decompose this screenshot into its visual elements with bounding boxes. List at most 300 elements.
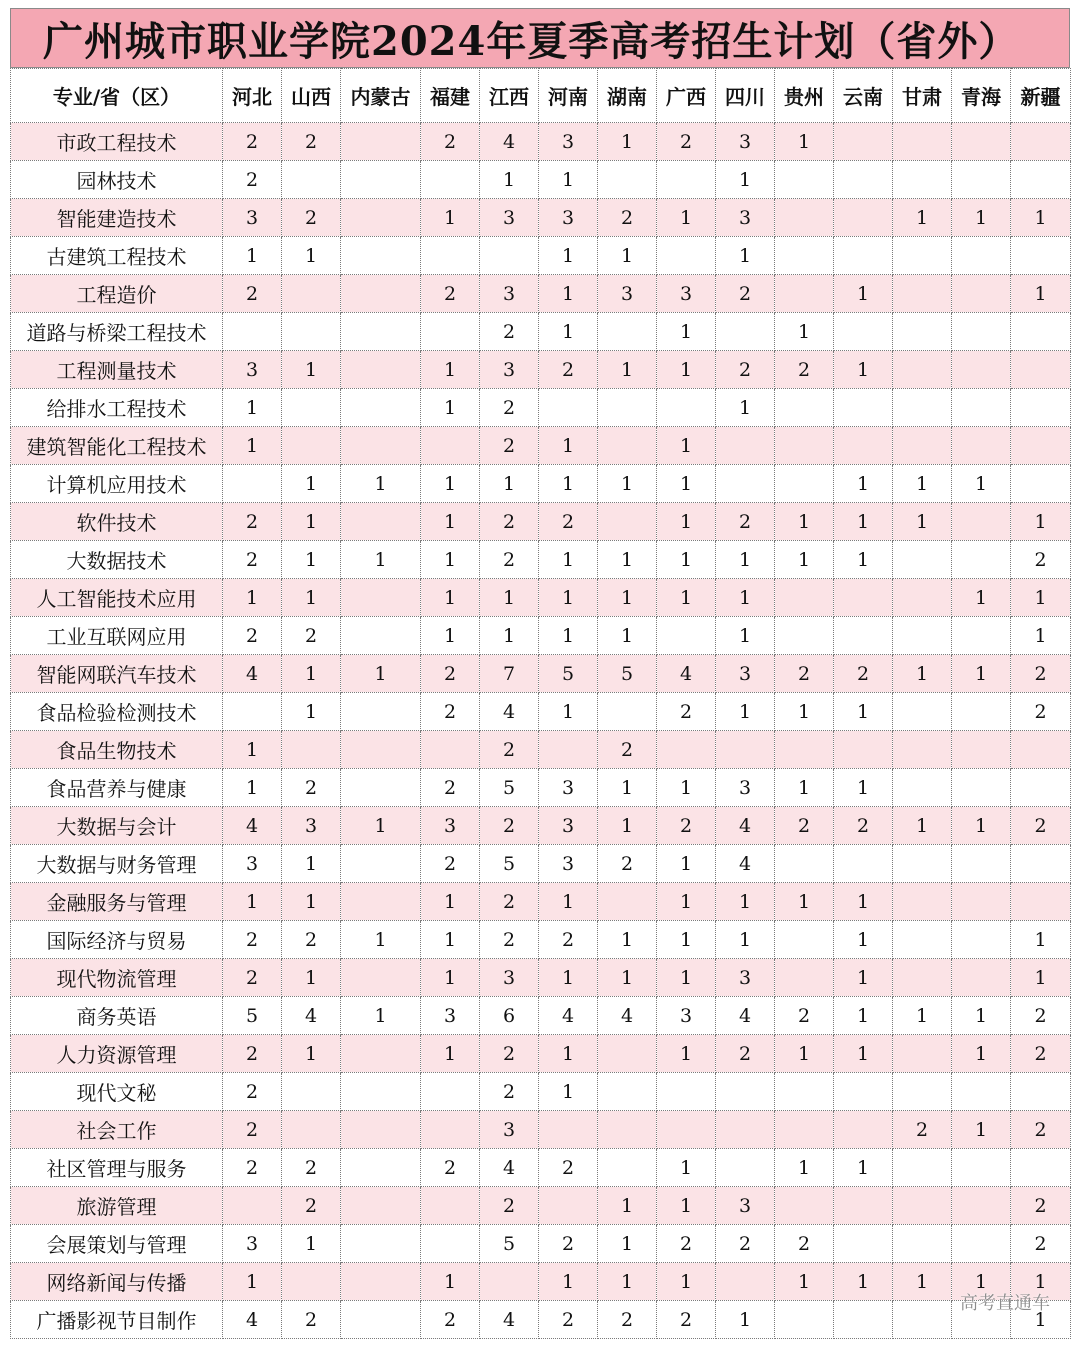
quota-cell — [952, 237, 1011, 275]
quota-cell: 1 — [282, 693, 341, 731]
quota-cell: 2 — [421, 845, 480, 883]
quota-cell: 2 — [282, 1187, 341, 1225]
quota-cell — [598, 503, 657, 541]
quota-cell: 2 — [480, 313, 539, 351]
quota-cell: 1 — [834, 275, 893, 313]
quota-cell — [1011, 427, 1071, 465]
quota-cell — [341, 123, 421, 161]
quota-cell: 1 — [223, 1263, 282, 1301]
quota-cell: 1 — [341, 465, 421, 503]
quota-cell — [1011, 465, 1071, 503]
quota-cell — [834, 1225, 893, 1263]
quota-cell: 2 — [480, 389, 539, 427]
quota-cell: 2 — [775, 997, 834, 1035]
quota-cell — [775, 389, 834, 427]
header-province: 河北 — [223, 69, 282, 123]
quota-cell: 2 — [223, 541, 282, 579]
quota-cell: 4 — [716, 807, 775, 845]
quota-cell: 1 — [952, 1035, 1011, 1073]
quota-cell: 1 — [834, 1035, 893, 1073]
quota-cell: 1 — [421, 579, 480, 617]
quota-cell — [893, 275, 952, 313]
quota-cell: 2 — [223, 275, 282, 313]
quota-cell — [282, 1111, 341, 1149]
header-province: 新疆 — [1011, 69, 1071, 123]
quota-cell — [341, 313, 421, 351]
major-name-cell: 人力资源管理 — [11, 1035, 223, 1073]
quota-cell — [341, 427, 421, 465]
quota-cell: 2 — [223, 1035, 282, 1073]
header-province: 江西 — [480, 69, 539, 123]
quota-cell — [1011, 769, 1071, 807]
major-name-cell: 现代文秘 — [11, 1073, 223, 1111]
quota-cell — [952, 883, 1011, 921]
quota-cell: 5 — [480, 1225, 539, 1263]
quota-cell — [1011, 731, 1071, 769]
quota-cell: 2 — [480, 731, 539, 769]
quota-cell: 1 — [539, 1073, 598, 1111]
quota-cell: 1 — [657, 541, 716, 579]
quota-cell: 1 — [282, 959, 341, 997]
quota-cell — [952, 617, 1011, 655]
quota-cell: 2 — [421, 769, 480, 807]
quota-cell — [341, 389, 421, 427]
header-province: 山西 — [282, 69, 341, 123]
quota-cell: 1 — [834, 921, 893, 959]
major-name-cell: 古建筑工程技术 — [11, 237, 223, 275]
major-name-cell: 软件技术 — [11, 503, 223, 541]
quota-cell: 1 — [539, 1263, 598, 1301]
quota-cell: 4 — [716, 997, 775, 1035]
quota-cell: 1 — [223, 731, 282, 769]
quota-cell — [893, 541, 952, 579]
quota-cell: 2 — [1011, 997, 1071, 1035]
quota-cell: 1 — [539, 275, 598, 313]
quota-cell — [716, 1073, 775, 1111]
table-row — [11, 1301, 1071, 1339]
quota-cell: 2 — [834, 655, 893, 693]
quota-cell: 1 — [657, 959, 716, 997]
quota-cell: 2 — [657, 1225, 716, 1263]
quota-cell: 2 — [223, 921, 282, 959]
quota-cell: 2 — [775, 807, 834, 845]
table-body — [11, 123, 1071, 1339]
quota-cell — [1011, 161, 1071, 199]
quota-cell: 1 — [598, 465, 657, 503]
quota-cell: 1 — [1011, 503, 1071, 541]
quota-cell: 2 — [223, 503, 282, 541]
quota-cell — [834, 123, 893, 161]
quota-cell — [1011, 237, 1071, 275]
table-row — [11, 503, 1071, 541]
quota-cell: 1 — [480, 579, 539, 617]
quota-cell — [657, 617, 716, 655]
spreadsheet — [10, 8, 1070, 1339]
quota-cell — [598, 313, 657, 351]
quota-cell — [834, 237, 893, 275]
quota-cell: 3 — [716, 769, 775, 807]
table-row — [11, 693, 1071, 731]
quota-cell: 4 — [480, 693, 539, 731]
quota-cell — [598, 161, 657, 199]
quota-cell: 2 — [1011, 693, 1071, 731]
quota-cell: 2 — [716, 1225, 775, 1263]
quota-cell: 1 — [341, 997, 421, 1035]
quota-cell: 1 — [223, 579, 282, 617]
quota-cell: 1 — [539, 579, 598, 617]
quota-cell — [282, 731, 341, 769]
quota-cell: 1 — [834, 883, 893, 921]
quota-cell: 2 — [775, 351, 834, 389]
quota-cell: 1 — [598, 617, 657, 655]
quota-cell: 2 — [223, 161, 282, 199]
quota-cell: 1 — [282, 655, 341, 693]
quota-cell: 1 — [716, 693, 775, 731]
quota-cell — [893, 313, 952, 351]
quota-cell: 2 — [223, 959, 282, 997]
quota-cell: 4 — [657, 655, 716, 693]
quota-cell: 4 — [716, 845, 775, 883]
quota-cell: 3 — [421, 807, 480, 845]
major-name-cell: 市政工程技术 — [11, 123, 223, 161]
table-row — [11, 465, 1071, 503]
quota-cell: 1 — [223, 237, 282, 275]
quota-cell — [421, 313, 480, 351]
quota-cell: 1 — [421, 617, 480, 655]
quota-cell: 4 — [223, 655, 282, 693]
quota-cell: 1 — [893, 465, 952, 503]
quota-cell: 1 — [282, 579, 341, 617]
quota-cell — [716, 1263, 775, 1301]
quota-cell — [834, 161, 893, 199]
quota-cell: 3 — [716, 959, 775, 997]
quota-cell: 1 — [223, 769, 282, 807]
quota-cell — [341, 1073, 421, 1111]
quota-cell — [893, 1073, 952, 1111]
quota-cell: 1 — [598, 541, 657, 579]
quota-cell: 2 — [716, 503, 775, 541]
quota-cell: 1 — [341, 921, 421, 959]
table-row — [11, 161, 1071, 199]
quota-cell — [341, 731, 421, 769]
quota-cell: 1 — [657, 1149, 716, 1187]
header-province: 甘肃 — [893, 69, 952, 123]
quota-cell — [952, 693, 1011, 731]
quota-cell — [893, 883, 952, 921]
quota-cell — [775, 465, 834, 503]
quota-cell: 2 — [223, 123, 282, 161]
quota-cell: 1 — [834, 465, 893, 503]
quota-cell — [657, 731, 716, 769]
table-row — [11, 731, 1071, 769]
quota-cell — [716, 427, 775, 465]
quota-cell: 3 — [598, 275, 657, 313]
quota-cell: 1 — [1011, 959, 1071, 997]
major-name-cell: 计算机应用技术 — [11, 465, 223, 503]
quota-cell — [952, 427, 1011, 465]
quota-cell: 1 — [1011, 1301, 1071, 1339]
quota-cell — [893, 769, 952, 807]
table-row — [11, 617, 1071, 655]
quota-cell: 1 — [657, 769, 716, 807]
quota-cell: 2 — [421, 123, 480, 161]
quota-cell: 1 — [775, 1149, 834, 1187]
quota-cell — [1011, 1073, 1071, 1111]
quota-cell — [598, 1149, 657, 1187]
quota-cell: 5 — [539, 655, 598, 693]
major-name-cell: 网络新闻与传播 — [11, 1263, 223, 1301]
quota-cell: 1 — [893, 503, 952, 541]
quota-cell: 2 — [1011, 655, 1071, 693]
quota-cell: 1 — [893, 199, 952, 237]
quota-cell: 1 — [657, 1187, 716, 1225]
quota-cell: 2 — [421, 275, 480, 313]
major-name-cell: 商务英语 — [11, 997, 223, 1035]
quota-cell: 1 — [282, 1035, 341, 1073]
quota-cell: 1 — [341, 807, 421, 845]
quota-cell — [893, 123, 952, 161]
quota-cell — [223, 313, 282, 351]
major-name-cell: 国际经济与贸易 — [11, 921, 223, 959]
quota-cell — [893, 1225, 952, 1263]
quota-cell: 2 — [1011, 1225, 1071, 1263]
table-row — [11, 655, 1071, 693]
quota-cell — [1011, 351, 1071, 389]
quota-cell — [223, 465, 282, 503]
quota-cell — [893, 351, 952, 389]
quota-cell — [480, 1263, 539, 1301]
quota-cell: 1 — [223, 883, 282, 921]
quota-cell — [421, 1187, 480, 1225]
quota-cell: 2 — [282, 123, 341, 161]
quota-cell: 1 — [1011, 579, 1071, 617]
quota-cell — [282, 1073, 341, 1111]
quota-cell: 1 — [952, 579, 1011, 617]
quota-cell: 2 — [598, 845, 657, 883]
quota-cell: 5 — [480, 845, 539, 883]
quota-cell — [893, 579, 952, 617]
quota-cell — [341, 199, 421, 237]
page-title: 广州城市职业学院2024年夏季高考招生计划（省外） — [10, 8, 1070, 68]
quota-cell: 1 — [421, 199, 480, 237]
quota-cell: 1 — [893, 997, 952, 1035]
quota-cell: 1 — [775, 541, 834, 579]
quota-cell: 1 — [834, 959, 893, 997]
quota-cell — [716, 1111, 775, 1149]
major-name-cell: 给排水工程技术 — [11, 389, 223, 427]
quota-cell — [893, 845, 952, 883]
quota-cell — [716, 465, 775, 503]
quota-cell: 2 — [421, 1149, 480, 1187]
quota-cell — [775, 579, 834, 617]
quota-cell: 2 — [598, 731, 657, 769]
major-name-cell: 道路与桥梁工程技术 — [11, 313, 223, 351]
quota-cell — [341, 845, 421, 883]
quota-cell: 1 — [834, 1149, 893, 1187]
quota-cell — [1011, 389, 1071, 427]
quota-cell — [952, 1073, 1011, 1111]
quota-cell: 3 — [539, 845, 598, 883]
quota-cell — [952, 1187, 1011, 1225]
quota-cell: 3 — [480, 1111, 539, 1149]
quota-cell — [421, 237, 480, 275]
major-name-cell: 工业互联网应用 — [11, 617, 223, 655]
quota-cell — [282, 389, 341, 427]
quota-cell — [834, 731, 893, 769]
header-province: 四川 — [716, 69, 775, 123]
quota-cell: 2 — [223, 1073, 282, 1111]
quota-cell: 2 — [539, 1301, 598, 1339]
quota-cell: 1 — [775, 503, 834, 541]
quota-cell — [952, 1149, 1011, 1187]
quota-cell: 1 — [598, 959, 657, 997]
quota-cell — [952, 313, 1011, 351]
quota-cell: 2 — [282, 1149, 341, 1187]
major-name-cell: 大数据技术 — [11, 541, 223, 579]
quota-cell: 1 — [539, 883, 598, 921]
quota-cell: 2 — [480, 1035, 539, 1073]
quota-cell: 1 — [716, 579, 775, 617]
quota-cell: 1 — [657, 351, 716, 389]
quota-cell: 3 — [223, 199, 282, 237]
quota-cell: 3 — [539, 807, 598, 845]
quota-cell: 2 — [282, 617, 341, 655]
quota-cell — [598, 389, 657, 427]
quota-cell: 2 — [421, 693, 480, 731]
quota-cell: 1 — [539, 313, 598, 351]
major-name-cell: 工程造价 — [11, 275, 223, 313]
major-name-cell: 人工智能技术应用 — [11, 579, 223, 617]
quota-cell: 1 — [952, 807, 1011, 845]
quota-cell: 1 — [282, 237, 341, 275]
table-row — [11, 389, 1071, 427]
quota-cell: 4 — [480, 1149, 539, 1187]
quota-cell — [657, 389, 716, 427]
quota-cell: 1 — [282, 883, 341, 921]
quota-cell — [282, 161, 341, 199]
quota-cell — [341, 769, 421, 807]
quota-cell — [893, 921, 952, 959]
quota-cell — [952, 161, 1011, 199]
quota-cell: 1 — [834, 503, 893, 541]
table-row — [11, 199, 1071, 237]
quota-cell — [341, 503, 421, 541]
quota-cell — [834, 199, 893, 237]
quota-cell: 1 — [716, 389, 775, 427]
quota-cell — [282, 427, 341, 465]
quota-cell — [598, 1073, 657, 1111]
quota-cell: 2 — [775, 1225, 834, 1263]
quota-cell: 1 — [657, 921, 716, 959]
quota-cell — [341, 579, 421, 617]
quota-cell — [421, 161, 480, 199]
quota-cell: 3 — [480, 351, 539, 389]
quota-cell: 4 — [223, 807, 282, 845]
quota-cell — [893, 693, 952, 731]
quota-cell: 1 — [421, 389, 480, 427]
quota-cell: 1 — [834, 769, 893, 807]
quota-cell — [341, 351, 421, 389]
quota-cell: 1 — [775, 313, 834, 351]
quota-cell: 3 — [480, 959, 539, 997]
quota-cell: 3 — [716, 1187, 775, 1225]
header-province: 广西 — [657, 69, 716, 123]
quota-cell — [539, 1187, 598, 1225]
quota-cell — [341, 237, 421, 275]
quota-cell: 1 — [223, 427, 282, 465]
quota-cell — [952, 275, 1011, 313]
quota-cell: 1 — [834, 541, 893, 579]
table-row — [11, 845, 1071, 883]
quota-cell: 1 — [539, 693, 598, 731]
quota-cell — [834, 1111, 893, 1149]
quota-cell: 1 — [1011, 1263, 1071, 1301]
table-row — [11, 1035, 1071, 1073]
quota-cell — [834, 1187, 893, 1225]
quota-cell: 1 — [775, 769, 834, 807]
quota-cell: 2 — [598, 199, 657, 237]
quota-cell: 2 — [223, 1111, 282, 1149]
quota-cell: 2 — [480, 883, 539, 921]
quota-cell: 2 — [480, 1187, 539, 1225]
quota-cell: 1 — [775, 1035, 834, 1073]
quota-cell — [775, 1111, 834, 1149]
quota-cell — [834, 845, 893, 883]
quota-cell — [834, 389, 893, 427]
quota-cell — [539, 731, 598, 769]
quota-cell: 2 — [1011, 541, 1071, 579]
quota-cell: 1 — [598, 237, 657, 275]
table-row — [11, 123, 1071, 161]
header-province: 内蒙古 — [341, 69, 421, 123]
major-name-cell: 社区管理与服务 — [11, 1149, 223, 1187]
quota-cell: 2 — [282, 769, 341, 807]
quota-cell: 1 — [282, 465, 341, 503]
quota-cell — [341, 1187, 421, 1225]
quota-cell: 4 — [480, 1301, 539, 1339]
quota-cell: 1 — [657, 1035, 716, 1073]
quota-cell: 1 — [421, 541, 480, 579]
quota-cell: 1 — [657, 465, 716, 503]
quota-cell: 2 — [480, 541, 539, 579]
table-row — [11, 921, 1071, 959]
quota-cell: 1 — [1011, 921, 1071, 959]
header-row — [11, 69, 1071, 123]
quota-cell — [421, 731, 480, 769]
quota-cell: 1 — [598, 769, 657, 807]
quota-cell: 5 — [223, 997, 282, 1035]
quota-cell: 2 — [480, 1073, 539, 1111]
quota-cell: 2 — [1011, 1035, 1071, 1073]
quota-cell — [952, 959, 1011, 997]
major-name-cell: 食品营养与健康 — [11, 769, 223, 807]
quota-cell: 4 — [598, 997, 657, 1035]
quota-cell: 1 — [539, 959, 598, 997]
quota-cell — [598, 1111, 657, 1149]
quota-cell: 1 — [282, 351, 341, 389]
quota-cell: 4 — [480, 123, 539, 161]
quota-cell: 1 — [716, 1301, 775, 1339]
quota-cell: 1 — [480, 161, 539, 199]
quota-cell: 1 — [716, 921, 775, 959]
quota-cell — [775, 161, 834, 199]
quota-cell: 2 — [539, 921, 598, 959]
quota-cell — [893, 427, 952, 465]
quota-cell — [1011, 883, 1071, 921]
quota-cell: 1 — [539, 617, 598, 655]
table-row — [11, 769, 1071, 807]
quota-cell — [893, 1301, 952, 1339]
